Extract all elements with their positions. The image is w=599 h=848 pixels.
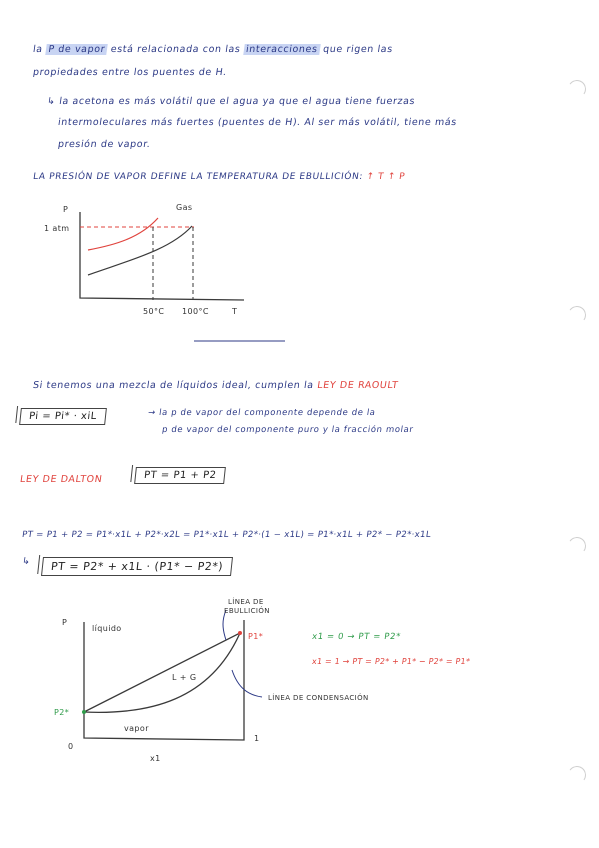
text-rigen: que rigen las	[322, 44, 394, 55]
raoult-note-2: p de vapor del componente puro y la fracción molar	[161, 425, 415, 435]
para1-line3: ↳ la acetona es más volátil que el agua ya que el agua tiene fuerzas	[46, 96, 416, 107]
highlight-p-vapor: P de vapor	[47, 44, 106, 55]
graph2-p2-label: P2*	[54, 708, 70, 717]
graph1-black-curve	[88, 226, 192, 275]
graph2-axes	[84, 620, 244, 740]
graph2-ebullicion-label-1: LÍNEA DE	[228, 598, 264, 606]
highlight-interacciones: interacciones	[245, 44, 319, 55]
para1-line5: presión de vapor.	[57, 139, 152, 150]
raoult-formula-box: Pi = Pi* · xiL	[19, 408, 107, 425]
ley-raoult: LEY DE RAOULT	[316, 380, 400, 391]
para1-line4: intermoleculares más fuertes (puentes de H). Al ser más volátil, tiene más	[57, 117, 458, 128]
text-presion-define: LA PRESIÓN DE VAPOR DEFINE LA TEMPERATURA DE EBULLICIÓN:	[32, 172, 364, 182]
dalton-formula-box: PT = P1 + P2	[134, 467, 226, 484]
binder-hole-4	[567, 765, 588, 786]
graph2-p2-point	[82, 710, 86, 714]
graph1-red-curve	[88, 218, 158, 250]
para3-line	[32, 380, 399, 391]
raoult-note-1: → la p de vapor del componente depende de la	[147, 408, 377, 418]
graph2-p1-point	[238, 631, 242, 635]
binder-hole-2	[567, 305, 588, 326]
word-la: la	[32, 44, 44, 55]
graph2-condensacion-arrow	[232, 670, 262, 697]
graph1-x-tick-100: 100°C	[182, 307, 209, 316]
graph2-region-label: L + G	[172, 673, 197, 682]
graph1-x-tick-50: 50°C	[143, 307, 165, 316]
para1-line2: propiedades entre los puentes de H.	[32, 67, 228, 78]
graph2-condensacion-curve	[84, 633, 240, 712]
red-case-equation: x1 = 1 → PT = P2* + P1* − P2* = P1*	[311, 657, 471, 666]
graph1-gas-label: Gas	[176, 203, 193, 212]
final-formula-box: PT = P2* + x1L · (P1* − P2*)	[41, 557, 233, 576]
text-relacionada: está relacionada con las	[109, 44, 242, 55]
graph2-vapor-label: vapor	[124, 724, 149, 733]
green-case-equation: x1 = 0 → PT = P2*	[311, 632, 402, 642]
graph1-y-label: P	[63, 205, 69, 214]
text-si-tenemos: Si tenemos una mezcla de líquidos ideal, cumplen la	[32, 380, 315, 391]
para1-line1	[32, 44, 393, 55]
binder-hole-3	[567, 536, 588, 557]
derivation-arrow: ↳	[21, 556, 32, 567]
graph2-p1-label: P1*	[248, 632, 264, 641]
graph2-x-origin: 0	[68, 742, 74, 751]
graph1-x-label: T	[232, 307, 238, 316]
graph2-ebullicion-label-2: EBULLICIÓN	[224, 607, 270, 615]
para2-line	[32, 172, 406, 182]
ley-dalton-label: LEY DE DALTON	[19, 474, 104, 485]
graph2-x-label: x1	[150, 754, 161, 763]
graph2-y-label: P	[62, 618, 68, 627]
red-arrows: ↑ T ↑ P	[365, 172, 406, 182]
derivation-equation: PT = P1 + P2 = P1*·x1L + P2*·x2L = P1*·x1L + P2*·(1 − x1L) = P1*·x1L + P2* − P2*·x1L	[21, 530, 432, 540]
graph1-p-level: 1 atm	[44, 224, 70, 233]
graph1-y-axis	[80, 212, 244, 300]
graph2-x-end: 1	[254, 734, 260, 743]
graph2-condensacion-label: LÍNEA DE CONDENSACIÓN	[268, 694, 369, 702]
binder-hole-1	[567, 79, 588, 100]
graph2-ebullicion-line	[84, 633, 240, 712]
graph2-liquid-label: líquido	[92, 624, 122, 633]
